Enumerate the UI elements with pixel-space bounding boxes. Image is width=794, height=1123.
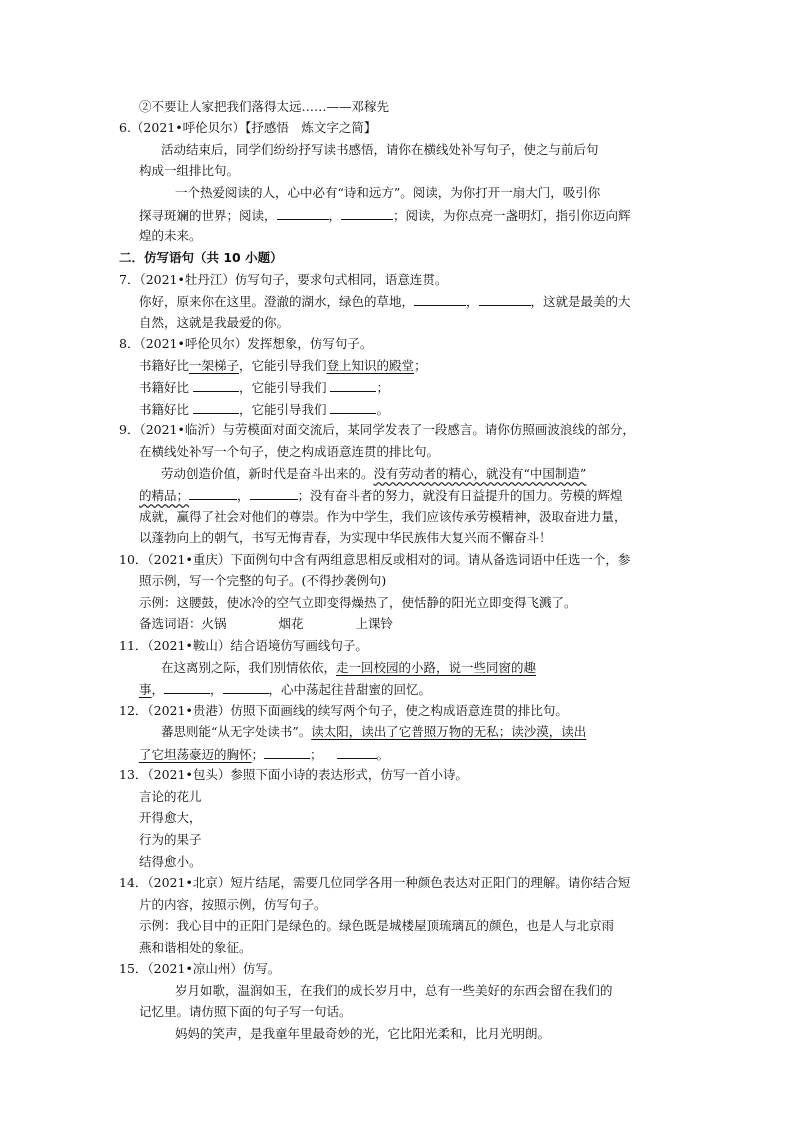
text-segment: ；	[251, 747, 265, 762]
text-segment: ，它能引导我们	[238, 402, 331, 417]
answer-blank[interactable]	[341, 205, 393, 220]
text-segment: ；阅读，为你点亮一盏明灯，指引你迈向辉	[393, 208, 631, 223]
answer-blank[interactable]	[337, 744, 377, 759]
question-6-passage: 煌的未来。	[139, 228, 202, 243]
question-15-title: 15．（2021•凉山州）仿写。	[119, 961, 281, 976]
question-10-words	[139, 614, 393, 634]
question-6-title: 6.（2021•呼伦贝尔）【抒感悟 炼文字之简】	[119, 120, 377, 135]
question-6-text: 活动结束后，同学们纷纷抒写读书感悟，请你在横线处补写句子，使之与前后句	[161, 142, 599, 157]
text-segment: ；	[376, 380, 389, 395]
answer-blank[interactable]	[264, 744, 310, 759]
poem-line: 结得愈小。	[139, 854, 202, 869]
text-segment: ；	[310, 747, 323, 762]
text-segment: ，	[237, 488, 250, 503]
question-15-text: 岁月如歌，温润如玉，在我们的成长岁月中，总有一些美好的东西会留在我们的	[175, 983, 613, 998]
question-9-passage: 成就，赢得了社会对他们的尊崇。作为中学生，我们应该传承劳模精神，汲取奋进力量，	[139, 509, 627, 524]
question-11-passage	[139, 679, 431, 699]
question-8-title: 8．（2021•呼伦贝尔）发挥想象，仿写句子。	[119, 336, 373, 351]
text-segment: 。	[376, 747, 390, 762]
question-7-text: 自然，这就是我最爱的你。	[139, 315, 290, 330]
question-6-text: 构成一组排比句。	[139, 163, 240, 178]
text-segment: ，它能引导我们	[238, 380, 331, 395]
underlined-text: 事	[139, 682, 152, 697]
word-option: 烟花	[278, 616, 304, 631]
answer-blank[interactable]	[189, 485, 237, 500]
text-segment: 书籍好比	[139, 402, 193, 417]
text-segment: ，心中荡起往昔甜蜜的回忆。	[268, 682, 432, 697]
question-10-title: 10．（2021•重庆）下面例句中含有两组意思相反或相对的词。请从备选词语中任选一个，参	[119, 552, 631, 567]
question-7-text	[139, 291, 631, 311]
question-6-passage	[139, 205, 631, 225]
text-segment: ，	[210, 682, 223, 697]
question-10-text: 照示例，写一个完整的句子。(不得抄袭例句)	[139, 573, 387, 588]
question-14-text: 片的内容，按照示例，仿写句子。	[139, 897, 327, 912]
question-14-example: 示例：我心目中的正阳门是绿色的。绿色既是城楼屋顶琉璃瓦的颜色，也是人与北京雨	[139, 918, 615, 933]
question-9-title: 9．（2021•临沂）与劳模面对面交流后，某同学发表了一段感言。请你仿照画波浪线的部分，	[119, 422, 635, 437]
text-segment: ，	[466, 294, 479, 309]
underlined-text: 一架梯子	[189, 358, 240, 373]
text-segment: ；没有奋斗者的努力，就没有日益提升的国力。劳模的辉煌	[297, 488, 623, 503]
question-10-example: 示例：这腰鼓，使冰冷的空气立即变得燥热了，使恬静的阳光立即变得飞溅了。	[139, 595, 577, 610]
question-9-passage	[139, 485, 623, 505]
underlined-text: 走一回校园的小路，说一些同窗的趣	[336, 660, 537, 675]
poem-line: 行为的果子	[139, 832, 202, 847]
text-segment: ，这就是最美的大	[530, 294, 631, 309]
question-13-title: 13．（2021•包头）参照下面小诗的表达形式，仿写一首小诗。	[119, 767, 468, 782]
question-8-example	[139, 356, 427, 376]
wavy-underlined-text: 没有劳动者的精心，就没有“中国制造”	[373, 466, 587, 481]
text-segment: ；	[414, 358, 427, 373]
text-segment: ，	[151, 682, 165, 697]
text-segment: 。	[376, 402, 389, 417]
section-heading: 二．仿写语句（共 10 小题）	[119, 250, 283, 265]
answer-blank[interactable]	[223, 679, 269, 694]
answer-blank[interactable]	[277, 205, 329, 220]
underlined-text: 读太阳，读出了它普照万物的无私；读沙漠，读出	[311, 724, 587, 739]
text-segment: 书籍好比	[139, 380, 193, 395]
question-7-title: 7．（2021•牡丹江）仿写句子，要求句式相同，语意连贯。	[119, 272, 448, 287]
question-6-passage: 一个热爱阅读的人，心中必有“诗和远方”。阅读，为你打开一扇大门，吸引你	[175, 185, 601, 200]
quote-line: ②不要让人家把我们落得太远……——邓稼先	[139, 99, 390, 114]
word-option: 备选词语：火锅	[139, 616, 227, 631]
question-12-title: 12．（2021•贵港）仿照下面画线的续写两个句子，使之构成语意连贯的排比句。	[119, 703, 568, 718]
question-9-text: 在横线处补写一个句子，使之构成语意连贯的排比句。	[139, 444, 440, 459]
answer-blank[interactable]	[414, 291, 466, 306]
question-11-passage	[161, 658, 536, 678]
question-11-title: 11．（2021•鞍山）结合语境仿写画线句子。	[119, 638, 368, 653]
question-12-passage	[139, 744, 389, 764]
answer-blank[interactable]	[250, 485, 298, 500]
question-14-example: 燕和谐相处的象征。	[139, 940, 252, 955]
word-option: 上课铃	[355, 616, 394, 631]
question-14-title: 14．（2021•北京）短片结尾，需要几位同学各用一种颜色表达对正阳门的理解。请你结合短	[119, 875, 631, 890]
answer-blank[interactable]	[330, 377, 376, 392]
answer-blank[interactable]	[193, 377, 239, 392]
question-15-example: 妈妈的笑声，是我童年里最奇妙的光，它比阳光柔和，比月光明朗。	[175, 1026, 551, 1041]
question-12-passage	[161, 722, 586, 742]
poem-line: 言论的花儿	[139, 789, 202, 804]
text-segment: 劳动创造价值，新时代是奋斗出来的。	[161, 466, 374, 481]
wavy-underlined-text: 的精品；	[139, 488, 190, 503]
question-15-text: 记忆里。请仿照下面的句子写一句话。	[139, 1004, 352, 1019]
answer-blank[interactable]	[330, 399, 376, 414]
text-segment: 你好，原来你在这里。澄澈的湖水，绿色的草地，	[139, 294, 415, 309]
text-segment: 蕃思则能“从无字处读书”。	[161, 724, 312, 739]
text-segment: 书籍好比	[139, 358, 190, 373]
text-segment: 探寻斑斓的世界；阅读，	[139, 208, 277, 223]
text-segment: 在这离别之际，我们别情依依，	[161, 660, 337, 675]
question-9-passage: 以蓬勃向上的朝气，书写无悔青春，为实现中华民族伟大复兴而不懈奋斗！	[139, 530, 552, 545]
poem-line: 开得愈大，	[139, 810, 202, 825]
question-8-blank-line	[139, 399, 389, 419]
answer-blank[interactable]	[479, 291, 531, 306]
underlined-text: 登上知识的殿堂	[326, 358, 415, 373]
underlined-text: 了它坦荡豪迈的胸怀	[139, 747, 252, 762]
question-9-passage	[161, 464, 586, 484]
text-segment: ，	[328, 208, 342, 223]
text-segment: ，它能引导我们	[239, 358, 327, 373]
question-8-blank-line	[139, 377, 389, 397]
answer-blank[interactable]	[164, 679, 210, 694]
answer-blank[interactable]	[193, 399, 239, 414]
